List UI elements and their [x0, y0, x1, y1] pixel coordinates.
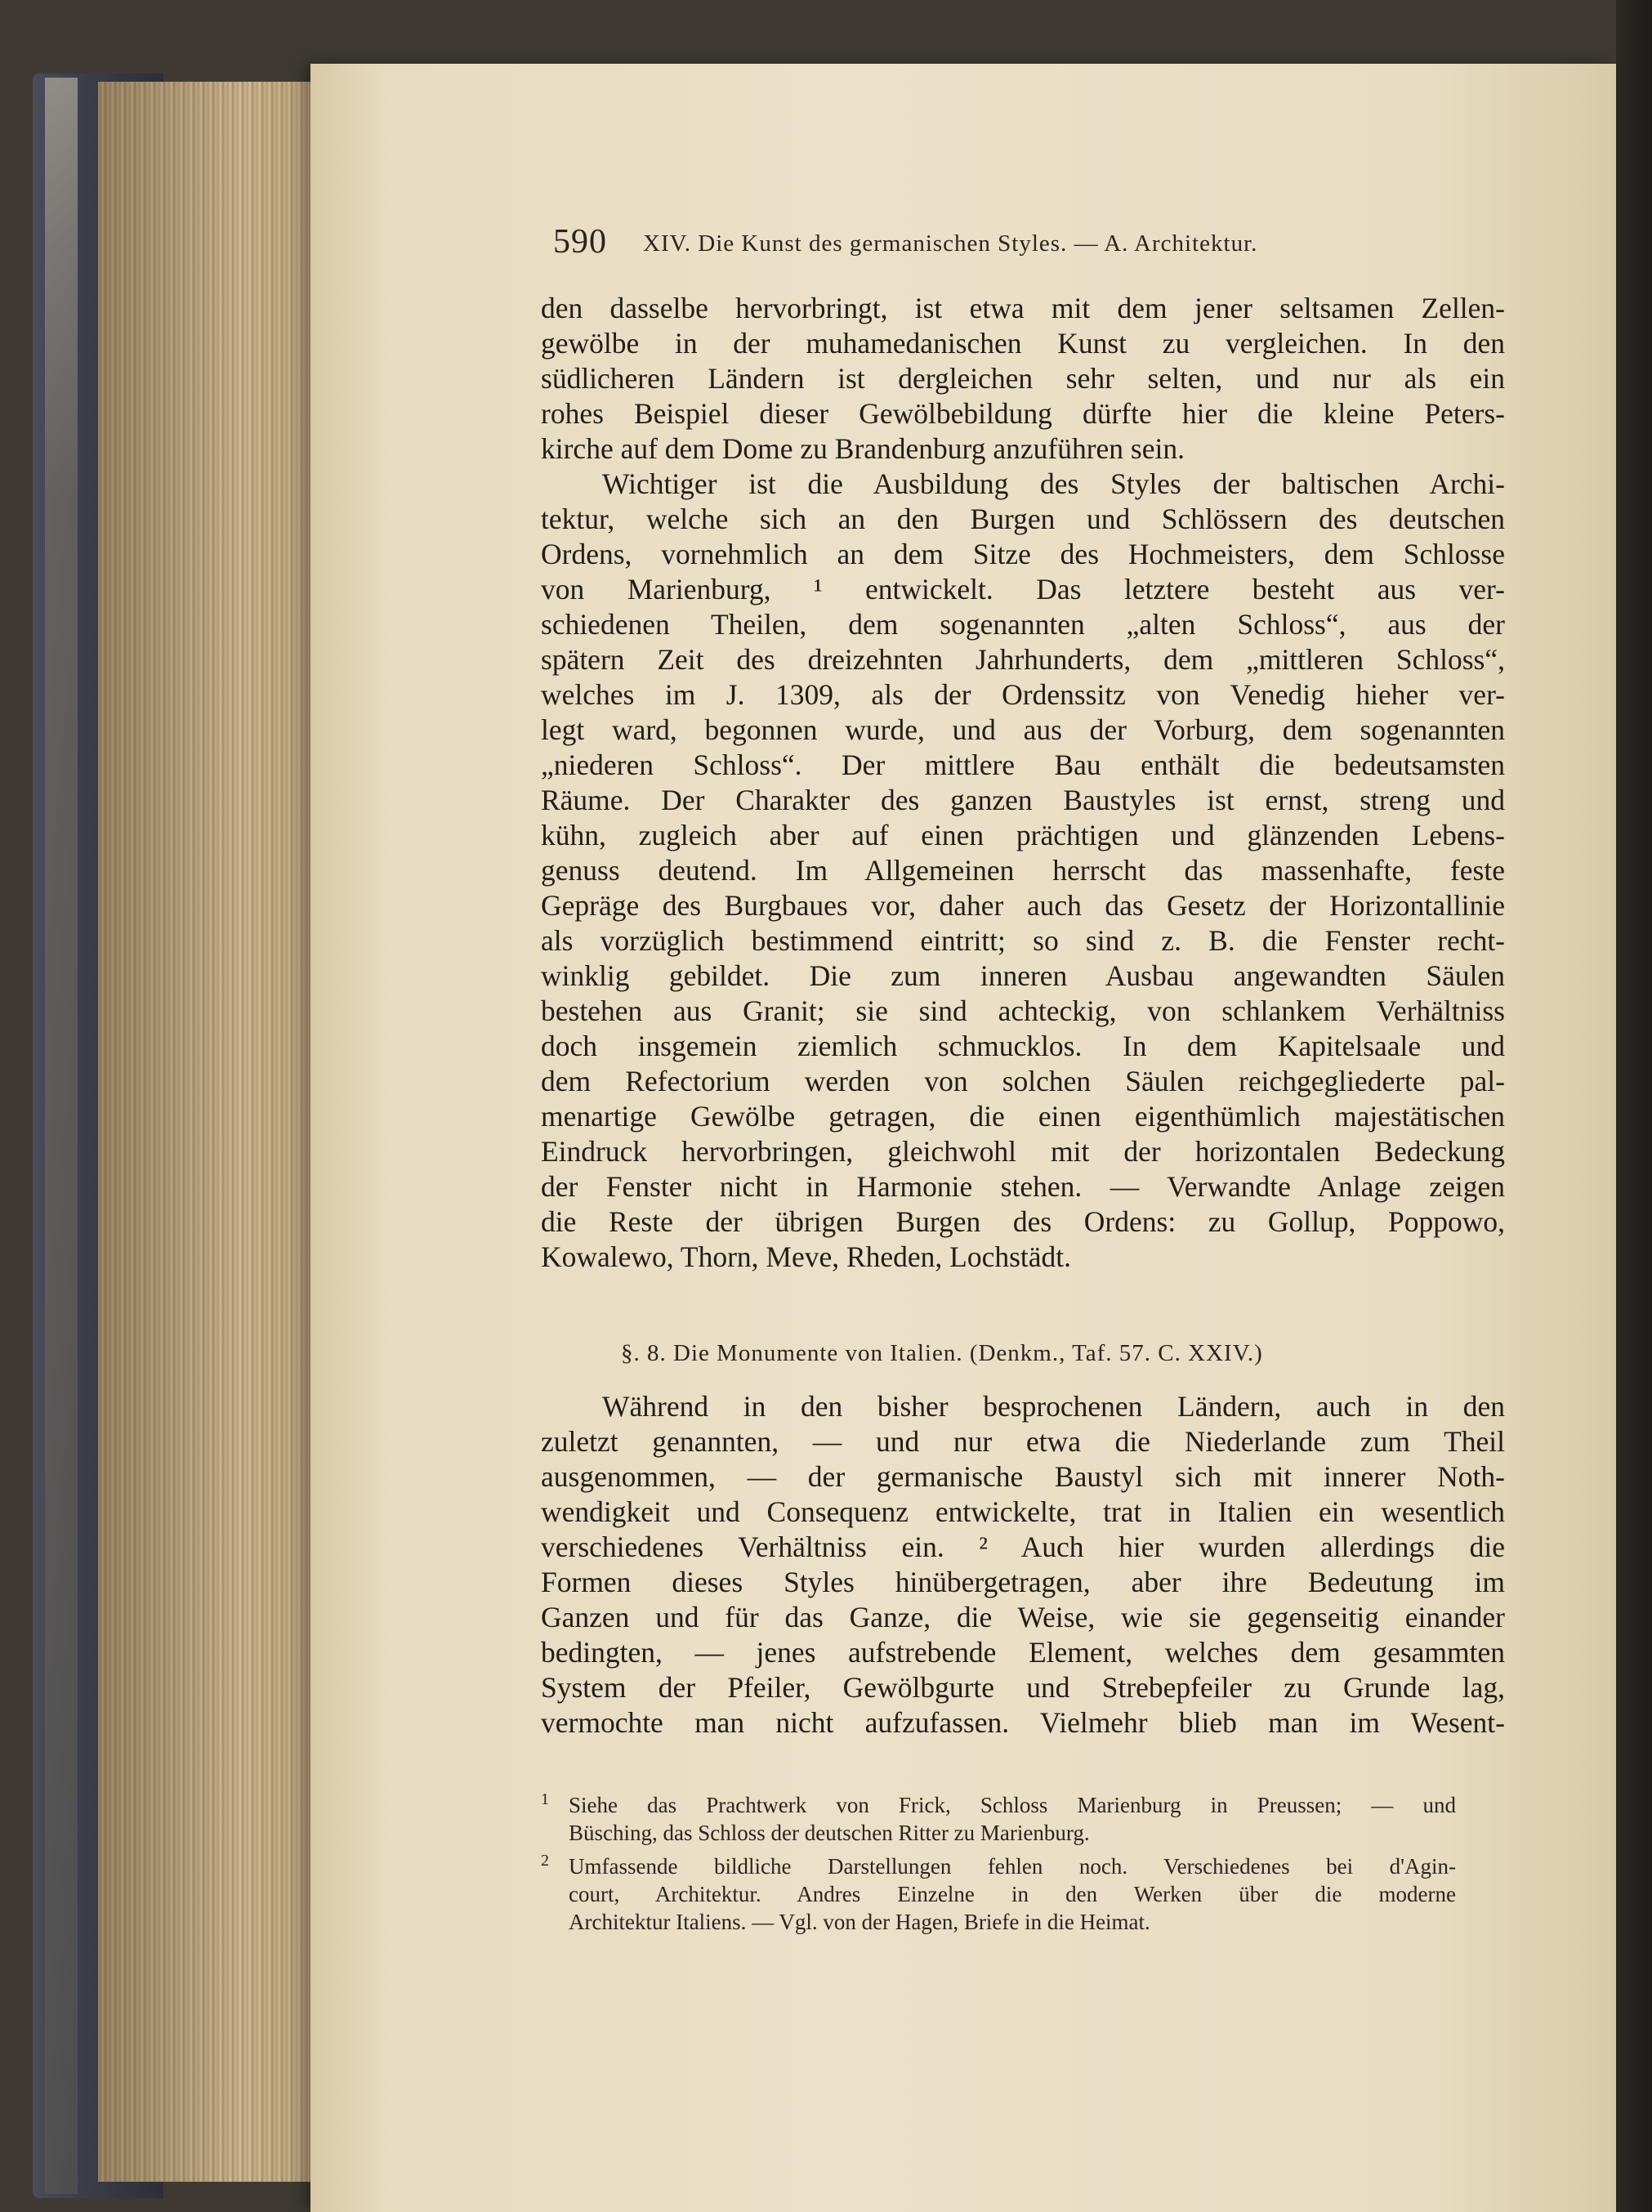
text-line: rohes Beispiel dieser Gewölbebildung dürfte hier die kleine Peters-: [541, 397, 1505, 430]
running-title: XIV. Die Kunst des germanischen Styles. — A. Architektur.: [643, 230, 1258, 257]
text-line: die Reste der übrigen Burgen des Ordens: zu Gollup, Poppowo,: [541, 1205, 1505, 1238]
text-line: bestehen aus Granit; sie sind achteckig, von schlankem Verhältniss: [541, 994, 1505, 1027]
text-line: winklig gebildet. Die zum inneren Ausbau angewandten Säulen: [541, 959, 1505, 992]
text-line: Eindruck hervorbringen, gleichwohl mit der horizontalen Bedeckung: [541, 1135, 1505, 1168]
text-line: System der Pfeiler, Gewölbgurte und Strebepfeiler zu Grunde lag,: [541, 1671, 1505, 1704]
text-line: Räume. Der Charakter des ganzen Baustyles ist ernst, streng und: [541, 784, 1505, 816]
page-header: [553, 223, 1427, 266]
footnotes: [541, 1785, 1456, 1936]
body-text-upper: [541, 291, 1505, 1275]
text-line: genuss deutend. Im Allgemeinen herrscht das massenhafte, feste: [541, 854, 1505, 887]
footnote-line: Büsching, das Schloss der deutschen Ritter zu Marienburg.: [569, 1821, 1090, 1845]
text-line: verschiedenes Verhältniss ein. ² Auch hier wurden allerdings die: [541, 1531, 1505, 1563]
text-line: schiedenen Theilen, dem sogenannten „alten Schloss“, aus der: [541, 608, 1505, 641]
section-heading: §. 8. Die Monumente von Italien. (Denkm., Taf. 57. C. XXIV.): [621, 1340, 1263, 1366]
text-line: gewölbe in der muhamedanischen Kunst zu vergleichen. In den: [541, 327, 1505, 360]
text-line: zuletzt genannten, — und nur etwa die Niederlande zum Theil: [541, 1425, 1505, 1458]
text-line: bedingten, — jenes aufstrebende Element, welches dem gesammten: [541, 1636, 1505, 1669]
footnote-text: Siehe das Prachtwerk von Frick, Schloss Marienburg in Preussen; — und: [569, 1793, 1456, 1817]
text-line: südlicheren Ländern ist dergleichen sehr selten, und nur als ein: [541, 362, 1505, 395]
text-line: den dasselbe hervorbringt, ist etwa mit dem jener seltsamen Zellen-: [541, 292, 1505, 324]
text-line: dem Refectorium werden von solchen Säulen reichgegliederte pal-: [541, 1065, 1505, 1097]
text-line: „niederen Schloss“. Der mittlere Bau enthält die bedeutsamsten: [541, 749, 1505, 781]
footnote-line: [541, 1785, 1456, 1819]
footnote-line: Architektur Italiens. — Vgl. von der Hagen, Briefe in die Heimat.: [569, 1910, 1150, 1934]
text-line: Gepräge des Burgbaues vor, daher auch das Gesetz der Horizontallinie: [541, 889, 1505, 922]
text-line: Ganzen und für das Ganze, die Weise, wie sie gegenseitig einander: [541, 1601, 1505, 1633]
body-text-lower: [541, 1389, 1505, 1741]
text-line: vermochte man nicht aufzufassen. Vielmehr blieb man im Wesent-: [541, 1706, 1505, 1739]
text-line: von Marienburg, ¹ entwickelt. Das letztere besteht aus ver-: [541, 573, 1505, 606]
text-line: als vorzüglich bestimmend eintritt; so sind z. B. die Fenster recht-: [541, 924, 1505, 957]
facing-page-edge: [1616, 0, 1652, 2212]
footnote-marker: 2: [541, 1852, 549, 1870]
book-cover-edge: [45, 78, 78, 2194]
footnote-marker: 1: [541, 1790, 549, 1808]
page-number: 590: [553, 223, 607, 261]
footnote-line: court, Architektur. Andres Einzelne in den Werken über die moderne: [569, 1882, 1456, 1906]
text-line: wendigkeit und Consequenz entwickelte, trat in Italien ein wesentlich: [541, 1495, 1505, 1528]
text-line: Ordens, vornehmlich an dem Sitze des Hochmeisters, dem Schlosse: [541, 538, 1505, 570]
page-edges-shade: [98, 82, 343, 2182]
text-line: menartige Gewölbe getragen, die einen eigenthümlich majestätischen: [541, 1100, 1505, 1133]
text-line: tektur, welche sich an den Burgen und Schlössern des deutschen: [541, 503, 1505, 535]
text-line: Während in den bisher besprochenen Ländern, auch in den: [602, 1390, 1505, 1423]
footnote-text: Umfassende bildliche Darstellungen fehlen noch. Verschiedenes bei d'Agin-: [569, 1854, 1456, 1879]
text-line: doch insgemein ziemlich schmucklos. In dem Kapitelsaale und: [541, 1030, 1505, 1062]
text-line: welches im J. 1309, als der Ordenssitz von Venedig hieher ver-: [541, 678, 1505, 711]
text-line: spätern Zeit des dreizehnten Jahrhunderts, dem „mittleren Schloss“,: [541, 643, 1505, 676]
text-line: kühn, zugleich aber auf einen prächtigen und glänzenden Lebens-: [541, 819, 1505, 851]
text-line: Wichtiger ist die Ausbildung des Styles der baltischen Archi-: [602, 467, 1505, 500]
footnote-line: [541, 1847, 1456, 1880]
text-line: Formen dieses Styles hinübergetragen, aber ihre Bedeutung im: [541, 1566, 1505, 1598]
text-line: ausgenommen, — der germanische Baustyl sich mit innerer Noth-: [541, 1460, 1505, 1493]
text-line: der Fenster nicht in Harmonie stehen. — Verwandte Anlage zeigen: [541, 1170, 1505, 1203]
text-line: kirche auf dem Dome zu Brandenburg anzuführen sein.: [541, 432, 1185, 465]
text-line: Kowalewo, Thorn, Meve, Rheden, Lochstädt.: [541, 1240, 1072, 1273]
text-line: legt ward, begonnen wurde, und aus der Vorburg, dem sogenannten: [541, 713, 1505, 746]
